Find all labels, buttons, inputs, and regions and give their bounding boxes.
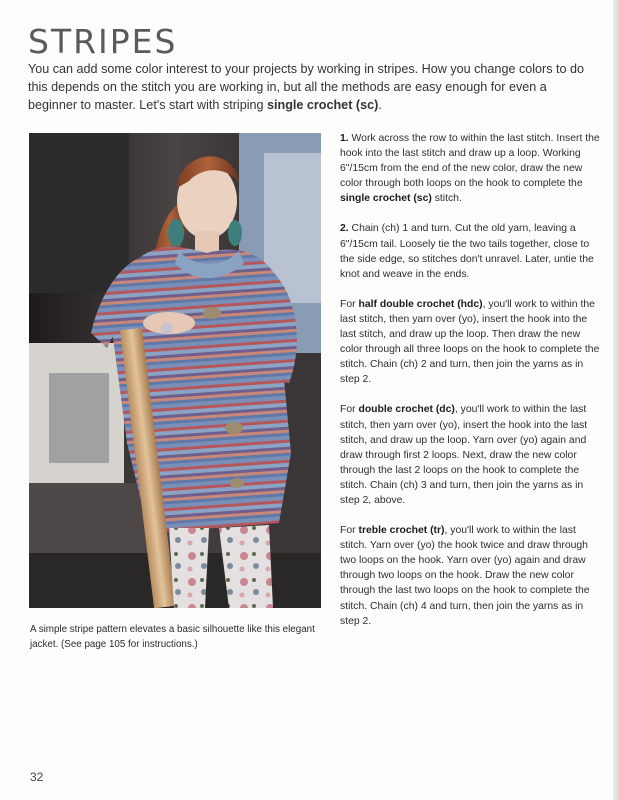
tr-text: , you'll work to within the last stitch. Yarn over (yo) the hook twice and draw through two loops on the hook. Yarn over (yo) again and draw through two loops on the hook. Draw the new color through the last two loops on the hook to complete the stitch. Chain (ch) 4 and turn, then join the yarns as in step 2. [340, 525, 590, 627]
dc-text: , you'll work to within the last stitch, then yarn over (yo), insert the hook into the last stitch, and draw up the loop. Yarn over (yo) again and draw through first 2 loops. Next, draw the new color through the last 2 loops on the hook to complete the stitch. Chain (ch) 3 and turn, then join the yarns as in step 2, above. [340, 404, 588, 506]
step-1-text: Work across the row to within the last stitch. Insert the hook into the last stitch and draw up a loop. Working 6"/15cm from the end of the new color, draw the new color through both loops on the hook to complete the [340, 133, 600, 190]
hdc-paragraph [340, 297, 602, 388]
step-2-text: Chain (ch) 1 and turn. Cut the old yarn, leaving a 6"/15cm tail. Loosely tie the two tails together, close to the side edge, so stitches don't unravel. Later, untie the knot and weave in the ends. [340, 223, 594, 280]
instruction-column [340, 131, 602, 644]
intro-paragraph [28, 60, 593, 114]
step-2-paragraph [340, 221, 602, 281]
intro-end: . [378, 98, 382, 112]
hdc-pre: For [340, 298, 359, 310]
page-edge-shadow [613, 0, 619, 800]
tr-pre: For [340, 525, 359, 537]
step-2-number: 2. [340, 223, 349, 235]
hdc-bold: half double crochet (hdc) [358, 298, 483, 310]
dc-bold: double crochet (dc) [358, 404, 455, 416]
section-heading: STRIPES [28, 22, 178, 61]
tr-bold: treble crochet (tr) [358, 525, 445, 537]
tr-paragraph [340, 523, 602, 629]
page-number: 32 [30, 770, 44, 784]
step-1-end: stitch. [431, 193, 462, 205]
dc-paragraph [340, 402, 602, 508]
model-photo [29, 133, 321, 608]
step-1-paragraph [340, 131, 602, 206]
photo-caption: A simple stripe pattern elevates a basic silhouette like this elegant jacket. (See page 105 for instructions.) [30, 624, 315, 650]
intro-bold: single crochet (sc) [267, 98, 379, 112]
step-1-bold: single crochet (sc) [340, 193, 432, 205]
hdc-text: , you'll work to within the last stitch, then yarn over (yo), insert the hook into the last stitch, and draw up the loop. Then draw the new color through all three loops on the hook to complete the stitch. Chain (ch) 2 and turn, then join the yarns as in step 2. [340, 298, 600, 386]
model-photo-illustration [29, 133, 321, 608]
intro-text: You can add some color interest to your projects by working in stripes. How you change colors to do this depends on the stitch you are working in, but all the methods are easy enough for even a beginner to master. Let's start with striping [28, 62, 585, 112]
step-1-number: 1. [340, 133, 349, 144]
dc-pre: For [340, 404, 359, 416]
